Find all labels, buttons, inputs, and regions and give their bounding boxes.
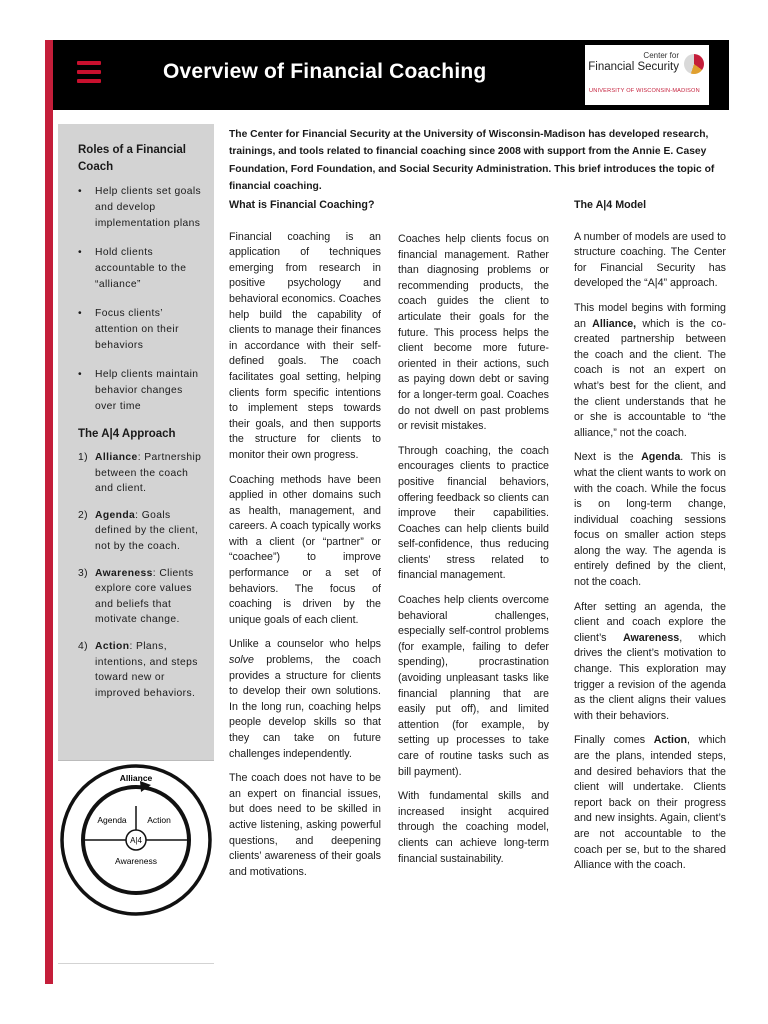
section-heading: The A|4 Model: [574, 199, 647, 211]
paragraph: Financial coaching is an application of techniques emerging from research in positive psychology and behavioral economics. Coaches help build the capability of clients to manage their finances in accordance with their self-defined goals. The coach facilitates goal setting, helping clients form specific intentions to implement steps towards their goals, and then supports the structure for clients to monitor their own progress.: [229, 230, 381, 461]
label-awareness: Awareness: [115, 856, 157, 866]
intro-paragraph: The Center for Financial Security at the University of Wisconsin-Madison has developed research, trainings, and tools related to financial coaching since 2008 with support from the Annie E. Casey Foundation, Ford Foundation, and Social Security Administration. This brief introduces the topic of financial coaching.: [229, 129, 715, 193]
text-strong: Action: [653, 734, 687, 747]
list-item: [78, 450, 206, 497]
cfs-logo: [585, 45, 709, 105]
item-number: 2): [78, 509, 88, 521]
item-text: : Partnership between the coach and client.: [95, 452, 202, 495]
text-strong: Agenda: [641, 451, 681, 464]
approach-list: [78, 450, 206, 701]
text-strong: Awareness: [622, 631, 680, 644]
section-heading: What is Financial Coaching?: [229, 199, 375, 211]
menu-icon: [77, 61, 101, 91]
a4-diagram-svg: [58, 761, 214, 964]
paragraph: Coaches help clients focus on financial management. Rather than diagnosing problems or recommending products, the coach guides the client to articulate their goals for the future. This process helps the client become more future-oriented in their actions, such as paying down debt or saving for a longer-term goal. Coaches do not dwell on past problems or revisit mistakes.: [398, 233, 549, 433]
paragraph: A number of models are used to structure coaching. The Center for Financial Security has developed the “A|4” approach.: [574, 230, 726, 290]
item-term: Agenda: [95, 509, 136, 521]
label-action: Action: [147, 815, 171, 825]
paragraph: Through coaching, the coach encourages clients to practice positive financial behaviors, offering feedback so clients can improve their capabilities. Coaches can help clients build self-confidence, thus reducing clients’ stress related to financial management.: [398, 444, 549, 582]
text-run: which is the co-created partnership between the coach and the client. The coach is not an expert on what’s best for the client, and the client understands that he or she is accountable to “the alliance,” not the coach.: [574, 317, 727, 439]
text-run: Unlike a counselor who helps: [229, 638, 381, 651]
text-run: After setting an agenda, the client and coach explore the client’s: [574, 600, 726, 644]
item-term: Awareness: [95, 567, 153, 579]
paragraph: The coach does not have to be an expert on financial issues, but does need to be skilled in active listening, asking powerful questions, and deepening clients’ awareness of their goals and motivations.: [229, 772, 381, 878]
list-item: • Focus clients’ attention on their behaviors: [78, 306, 206, 354]
list-item: • Help clients maintain behavior changes over time: [78, 367, 206, 415]
list-item: [78, 508, 206, 555]
logo-university: UNIVERSITY OF WISCONSIN-MADISON: [589, 88, 700, 94]
list-item: • Hold clients accountable to the “alliance”: [78, 245, 206, 293]
paragraph: [574, 450, 726, 590]
text-run: , which are the plans, intended steps, and desired behaviors that the client will undertake. Clients report back on their progress and new insights. Again, client’s are not accountable to the coach per se, but to the shared Alliance with the coach.: [574, 734, 726, 872]
item-text: : Goals defined by the client, not by the coach.: [95, 509, 199, 552]
list-item: • Help clients set goals and develop implementation plans: [78, 184, 206, 232]
accent-bar: [45, 40, 53, 984]
text-run: Finally comes: [574, 734, 654, 747]
list-item: [78, 566, 206, 628]
paragraph: With fundamental skills and increased insight acquired through the coaching model, clients can achieve long-term financial sustainability.: [398, 790, 549, 865]
logo-center-for: Center for: [643, 51, 679, 60]
column-2: [398, 232, 549, 876]
text-run: . This is what the client wants to work on with the coach. While the focus is on long-term change, individual coaching sessions focus on smaller action steps along the way. The agenda is entirely defined by the client, not the coach.: [574, 451, 727, 589]
item-text: : Clients explore core values and beliefs that motivate change.: [95, 567, 194, 626]
roles-heading: Roles of a Financial Coach: [78, 144, 186, 173]
item-term: Action: [95, 640, 130, 652]
a4-diagram: [58, 760, 214, 963]
text-emphasis: solve: [229, 654, 254, 667]
text-run: , which drives the client’s motivation to change. This exploration may trigger a revision of the agenda as the client aligns their values with their behaviors.: [574, 631, 726, 722]
text-run: This model begins with forming an: [574, 301, 726, 330]
text-run: problems, the coach provides a structure for clients to develop their own solutions. In the long run, coaching helps people develop skills so that they can take on future challenges independently.: [229, 654, 381, 760]
text-strong: Alliance,: [592, 317, 637, 330]
text-run: Next is the: [574, 451, 642, 464]
label-alliance: Alliance: [119, 773, 153, 783]
paragraph: [574, 733, 726, 873]
item-text: : Plans, intentions, and steps toward new or improved behaviors.: [95, 640, 198, 699]
logo-mark-icon: [684, 54, 704, 74]
paragraph: Coaching methods have been applied in other domains such as health, management, and careers. A coach typically works with a client (or “partner” or “coachee”) to improve performance or a set of behaviors. The focus of coaching is driven by the unique goals of each client.: [229, 473, 381, 626]
label-agenda: Agenda: [97, 815, 127, 825]
item-number: 1): [78, 452, 88, 463]
column-1: [229, 198, 381, 889]
list-item: [78, 639, 206, 701]
header-banner: [53, 40, 729, 110]
item-number: 4): [78, 640, 88, 652]
column-3: [574, 198, 726, 883]
logo-name: Financial Security: [588, 61, 679, 73]
item-term: Alliance: [95, 452, 138, 463]
item-number: 3): [78, 567, 88, 579]
paragraph: [229, 637, 381, 762]
paragraph: [574, 600, 726, 725]
roles-list: [78, 184, 206, 415]
page-title: Overview of Financial Coaching: [163, 60, 487, 83]
approach-heading: The A|4 Approach: [78, 428, 176, 440]
paragraph: [574, 301, 726, 441]
label-a4: A|4: [130, 836, 142, 845]
paragraph: Coaches help clients overcome behavioral challenges, especially self-control problems (for example, failing to defer spending), procrastination (avoiding unpleasant tasks like financial planning that are easily put off), and limited attention (for example, by setting up processes to take care of routine tasks such as bill payment).: [398, 594, 549, 778]
